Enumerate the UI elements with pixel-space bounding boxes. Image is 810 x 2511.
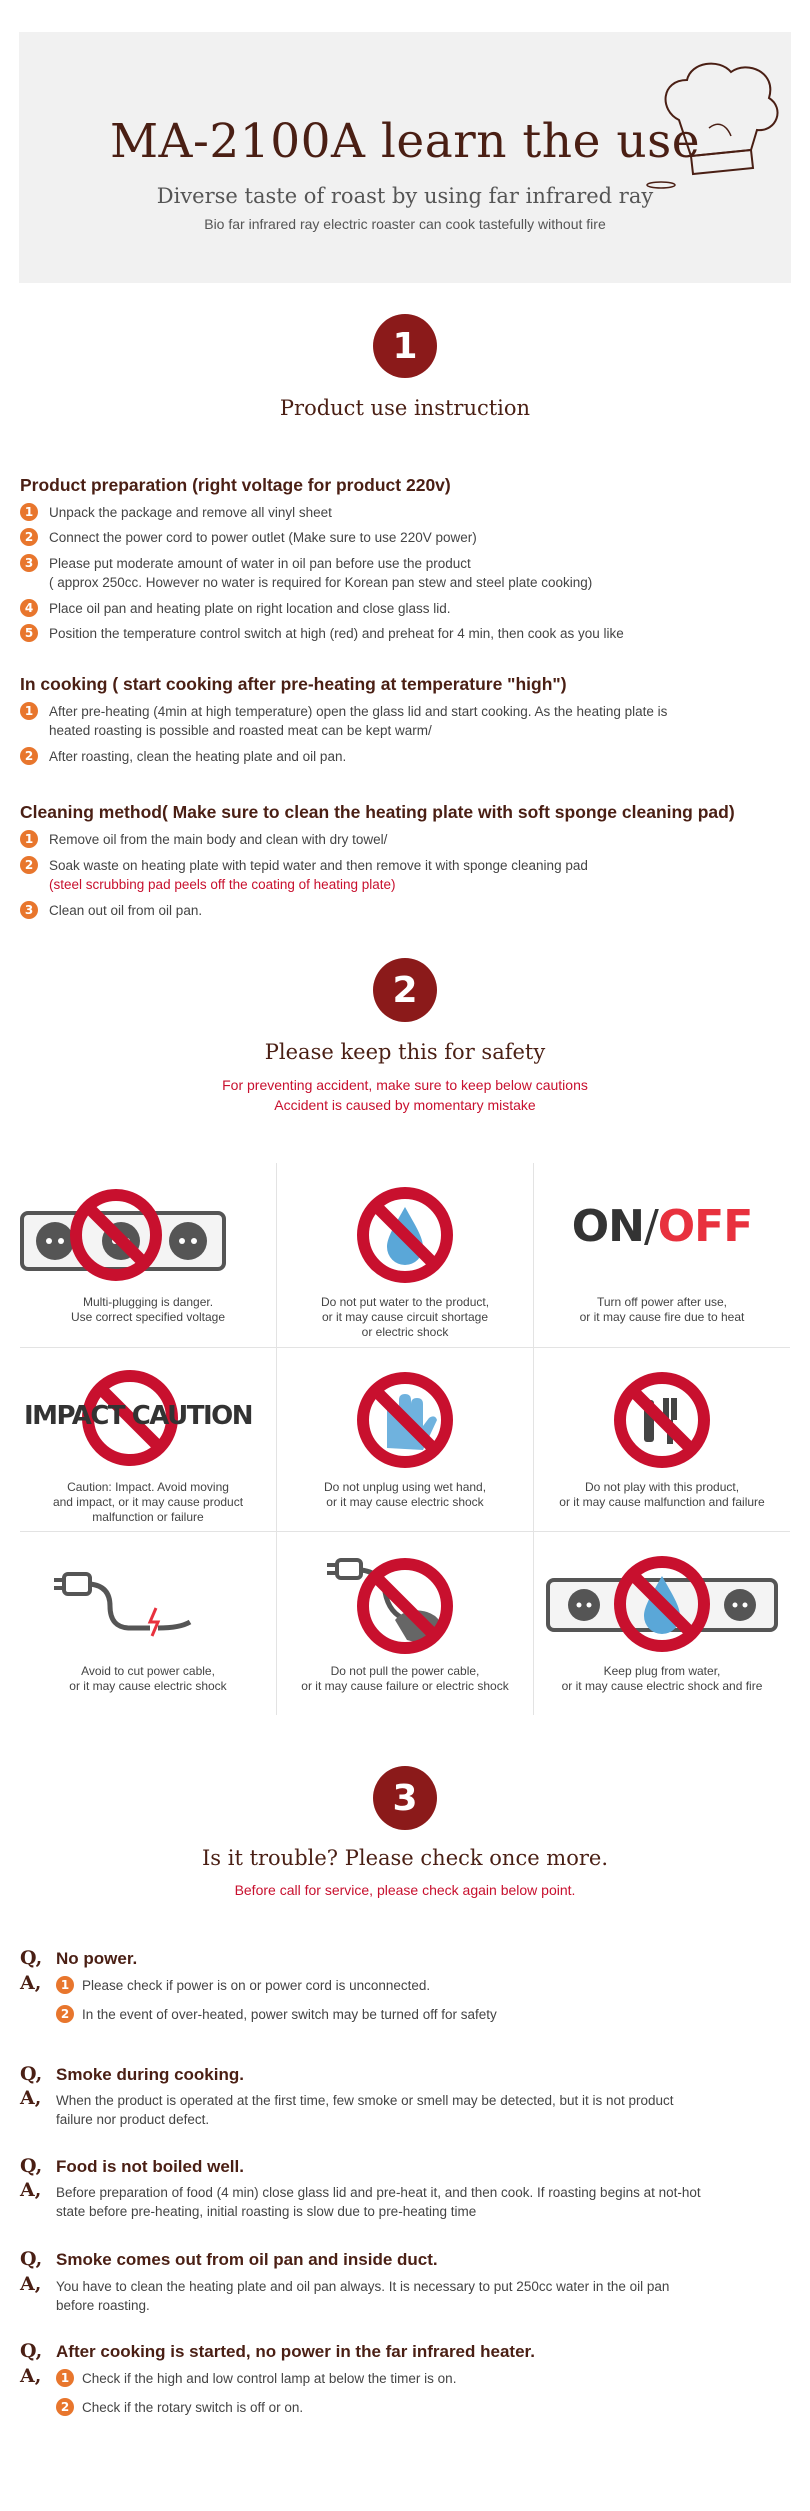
multi-plug-prohibited-icon: [20, 1175, 276, 1295]
answer: A, Before preparation of food (4 min) close glass lid and pre-heat it, and then cook. If roasting begins at not-hot state before pre-heating, initial roasting is slow due to pre-heating time: [20, 2179, 701, 2219]
cut-cable-icon: [20, 1544, 276, 1664]
page-tagline: Bio far infrared ray electric roaster can cook tastefully without fire: [204, 216, 606, 232]
safety-item: Do not unplug using wet hand, or it may cause electric shock: [277, 1348, 533, 1532]
answer: A, You have to clean the heating plate and oil pan always. It is necessary to put 250cc water in the oil pan before roasting.: [20, 2273, 670, 2313]
question: Q, Food is not boiled well.: [20, 2155, 244, 2177]
header-banner: [19, 32, 791, 283]
safety-item: ON/OFF Turn off power after use, or it may cause fire due to heat: [534, 1163, 790, 1347]
section-3-number: 3: [373, 1766, 437, 1830]
answer: A, When the product is operated at the first time, few smoke or smell may be detected, but it is not product failure nor product defect.: [20, 2087, 674, 2127]
answer: A, 1 Check if the high and low control lamp at below the timer is on.: [20, 2365, 457, 2387]
no-play-icon: [534, 1360, 790, 1480]
section-1-title: Product use instruction: [279, 396, 531, 420]
section-3-title: Is it trouble? Please check once more.: [201, 1846, 609, 1870]
safety-item: IMPACT CAUTION Caution: Impact. Avoid moving and impact, or it may cause product malfunction or failure: [20, 1348, 276, 1532]
safety-item: Avoid to cut power cable, or it may cause electric shock: [20, 1532, 276, 1716]
cooking-step: 2 After roasting, clean the heating plate and oil pan.: [20, 747, 780, 766]
safety-item: Do not pull the power cable, or it may cause failure or electric shock: [277, 1532, 533, 1716]
no-wet-hand-icon: [277, 1360, 533, 1480]
question: Q, No power.: [20, 1947, 138, 1969]
cleaning-step: 3 Clean out oil from oil pan.: [20, 901, 780, 920]
answer: A, 1 Please check if power is on or power cord is unconnected.: [20, 1972, 431, 1994]
preparation-step: 1 Unpack the package and remove all vinyl sheet: [20, 503, 780, 522]
trouble-note: Before call for service, please check again below point.: [234, 1882, 576, 1898]
answer: 2 Check if the rotary switch is off or on.: [20, 2398, 780, 2417]
page-title: MA-2100A learn the use: [109, 114, 701, 169]
preparation-heading: Product preparation (right voltage for product 220v): [20, 475, 451, 495]
preparation-step: 5 Position the temperature control switch at high (red) and preheat for 4 min, then cook as you like: [20, 624, 780, 643]
on-off-icon: ON/OFF: [571, 1201, 753, 1252]
cleaning-heading: Cleaning method( Make sure to clean the heating plate with soft sponge cleaning pad): [20, 802, 735, 822]
section-2-title: Please keep this for safety: [264, 1040, 546, 1064]
no-water-icon: [277, 1175, 533, 1295]
cleaning-step: 1 Remove oil from the main body and clean with dry towel/: [20, 830, 780, 849]
page-subtitle: Diverse taste of roast by using far infrared ray: [156, 184, 654, 208]
cleaning-step: 2 Soak waste on heating plate with tepid water and then remove it with sponge cleaning pad (steel scrubbing pad peels off the coating of heating plate): [20, 856, 780, 894]
safety-note: Accident is caused by momentary mistake: [274, 1097, 536, 1113]
preparation-step: 4 Place oil pan and heating plate on right location and close glass lid.: [20, 599, 780, 618]
section-2-number: 2: [373, 958, 437, 1022]
cooking-heading: In cooking ( start cooking after pre-heating at temperature "high"): [20, 674, 567, 694]
cooking-step: 1 After pre-heating (4min at high temperature) open the glass lid and start cooking. As the heating plate is heated roasting is possible and roasted meat can be kept warm/: [20, 702, 780, 740]
safety-note: For preventing accident, make sure to keep below cautions: [222, 1077, 588, 1093]
question: Q, After cooking is started, no power in the far infrared heater.: [20, 2340, 535, 2362]
preparation-step: 2 Connect the power cord to power outlet (Make sure to use 220V power): [20, 528, 780, 547]
question: Q, Smoke during cooking.: [20, 2063, 244, 2085]
answer: 2 In the event of over-heated, power switch may be turned off for safety: [20, 2005, 780, 2024]
section-1-number: 1: [373, 314, 437, 378]
plug-water-prohibited-icon: [534, 1544, 790, 1664]
safety-item: Keep plug from water, or it may cause electric shock and fire: [534, 1532, 790, 1716]
question: Q, Smoke comes out from oil pan and inside duct.: [20, 2248, 438, 2270]
safety-item: Do not put water to the product, or it may cause circuit shortage or electric shock: [277, 1163, 533, 1347]
no-pull-cable-icon: [277, 1544, 533, 1664]
preparation-step: 3 Please put moderate amount of water in oil pan before use the product ( approx 250cc. However no water is required for Korean pan stew and steel plate cooking): [20, 554, 780, 592]
safety-grid: [20, 1163, 790, 1715]
safety-item: Do not play with this product, or it may cause malfunction and failure: [534, 1348, 790, 1532]
safety-item: Multi-plugging is danger. Use correct specified voltage: [20, 1163, 276, 1347]
